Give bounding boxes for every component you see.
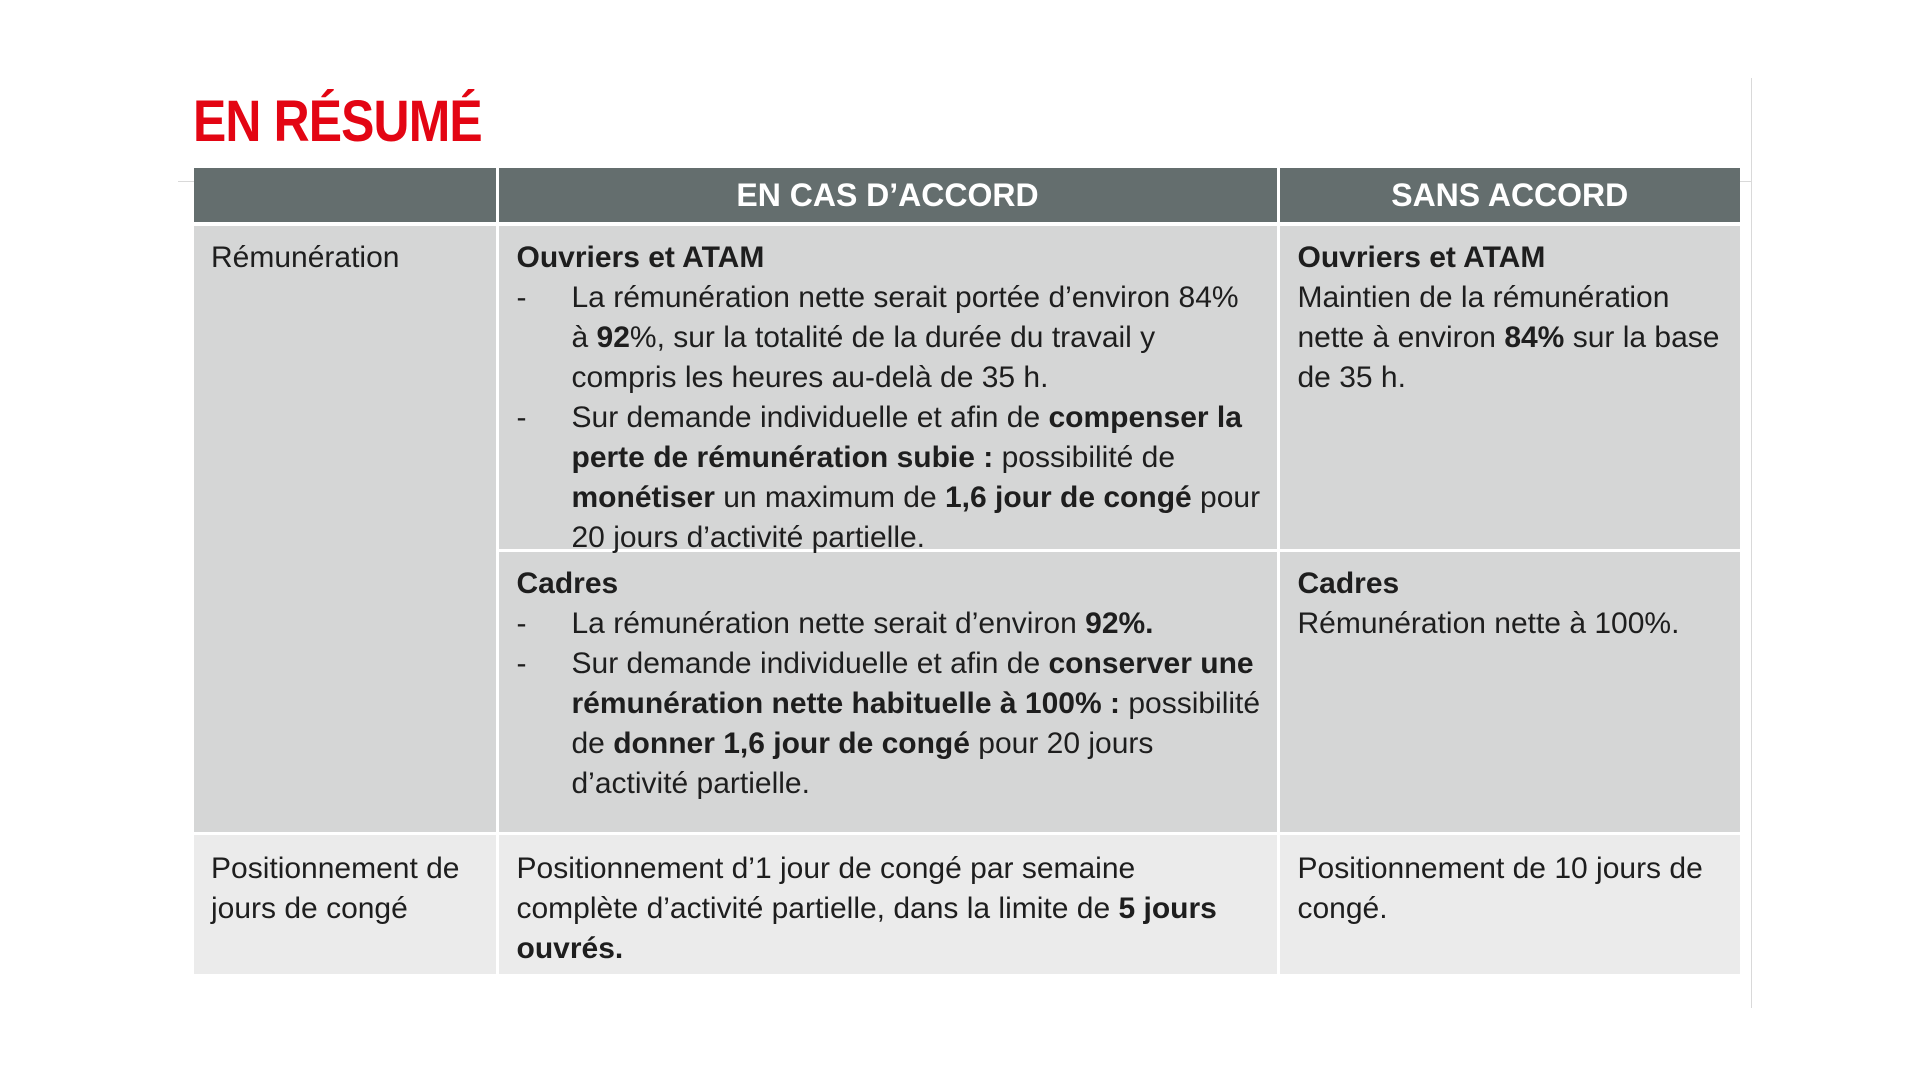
cell-accord-positionnement: Positionnement d’1 jour de congé par semaine complète d’activité partielle, dans la limite de 5 jours ouvrés. (497, 834, 1278, 976)
cell-sans-ouvriers: Ouvriers et ATAM Maintien de la rémunération nette à environ 84% sur la base de 35 h. (1278, 224, 1740, 551)
cell-heading: Ouvriers et ATAM (1297, 241, 1546, 274)
list-item: - Sur demande individuelle et afin de conserver une rémunération nette habituelle à 100% : possibilité de donner 1,6 jour de congé pour 20 jours d’activité partielle. (517, 644, 1261, 804)
dash-bullet: - (516, 647, 527, 680)
list-item: - La rémunération nette serait d’environ 92%. (517, 604, 1261, 644)
header-sans-accord: SANS ACCORD (1278, 168, 1740, 224)
dash-bullet: - (516, 281, 527, 314)
header-en-cas-accord: EN CAS D’ACCORD (497, 168, 1278, 224)
bullet-list (517, 604, 1261, 804)
row-label-positionnement: Positionnement de jours de congé (194, 834, 497, 976)
cell-sans-positionnement: Positionnement de 10 jours de congé. (1278, 834, 1740, 976)
row-label-remuneration: Rémunération (194, 224, 497, 834)
table-row-positionnement (194, 834, 1740, 976)
cell-accord-ouvriers (497, 224, 1278, 554)
cell-heading: Ouvriers et ATAM (516, 241, 765, 274)
summary-table (194, 168, 1740, 977)
table-row-remuneration-ouvriers (194, 224, 1740, 551)
cell-accord-cadres (497, 551, 1278, 834)
header-empty (194, 168, 497, 224)
cell-heading: Cadres (1297, 567, 1400, 600)
table-header-row (194, 168, 1740, 224)
list-item: - Sur demande individuelle et afin de compenser la perte de rémunération subie : possibilité de monétiser un maximum de 1,6 jour de congé pour 20 jours d’activité partielle. (517, 398, 1261, 558)
list-item: - La rémunération nette serait portée d’environ 84% à 92%, sur la totalité de la durée du travail y compris les heures au-delà de 35 h. (517, 278, 1261, 398)
dash-bullet: - (516, 607, 527, 640)
divider-line-vertical (1751, 78, 1752, 1008)
bullet-list (517, 278, 1261, 558)
cell-heading: Cadres (516, 567, 619, 600)
dash-bullet: - (516, 401, 527, 434)
page-title: EN RÉSUMÉ (193, 89, 482, 154)
cell-sans-cadres: Cadres Rémunération nette à 100%. (1278, 551, 1740, 834)
